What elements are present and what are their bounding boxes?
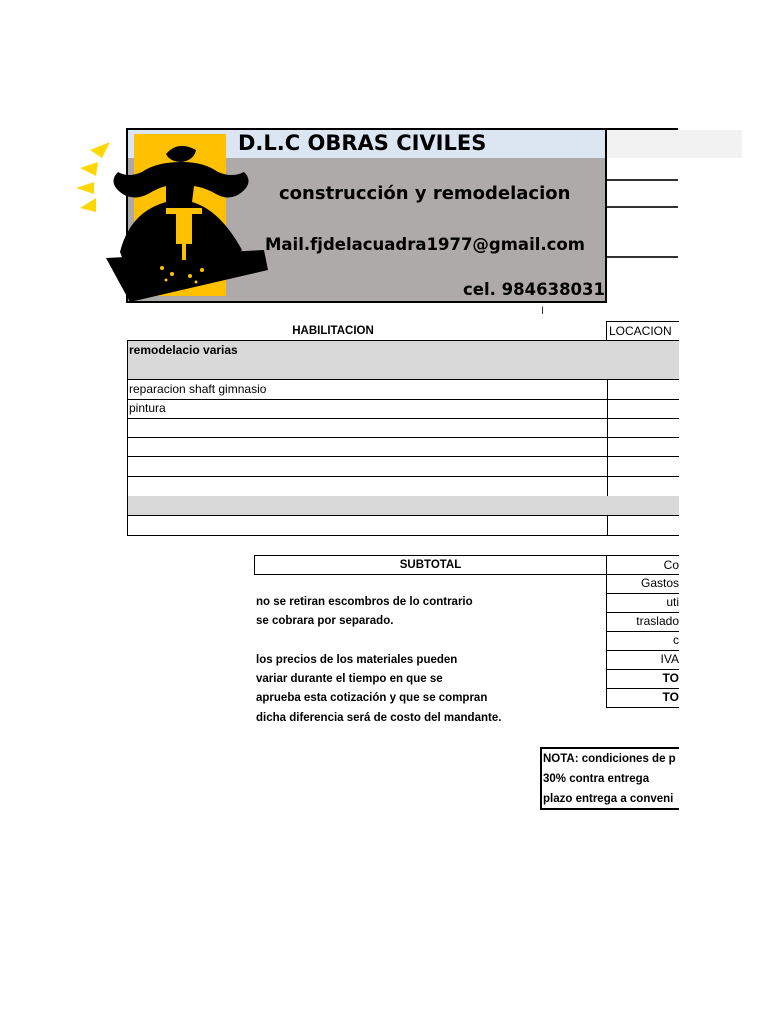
note-line: se cobrara por separado. (256, 615, 394, 627)
shaded-separator-row (127, 496, 679, 516)
company-phone: cel. 984638031 (463, 280, 605, 299)
row-description: reparacion shaft gimnasio (129, 382, 267, 396)
subtotal-label: SUBTOTAL (254, 555, 607, 575)
table-row[interactable] (127, 476, 679, 497)
location-header: LOCACION (606, 321, 679, 341)
table-row[interactable] (127, 457, 679, 477)
company-email[interactable]: Mail.fjdelacuadra1977@gmail.com (265, 235, 585, 254)
group-title: remodelacio varias (129, 343, 238, 357)
summary-item: traslado (606, 612, 679, 632)
nota-line: NOTA: condiciones de p (543, 753, 676, 765)
summary-item: c (606, 631, 679, 651)
table-row[interactable] (127, 515, 679, 536)
header-right-line-2 (607, 206, 678, 208)
section-header: HABILITACION (292, 325, 374, 337)
row-location (607, 457, 679, 476)
table-row[interactable] (127, 399, 679, 419)
note-line: variar durante el tiempo en que se (256, 673, 443, 685)
row-description: pintura (129, 401, 166, 415)
summary-item: uti (606, 593, 679, 613)
summary-item: TO (606, 688, 679, 708)
cursor-mark: I (541, 305, 545, 317)
row-location (607, 399, 679, 418)
table-row[interactable] (127, 380, 679, 400)
company-name: D.L.C OBRAS CIVILES (238, 131, 487, 155)
note-line: los precios de los materiales pueden (256, 654, 458, 666)
row-location (607, 418, 679, 437)
table-row[interactable] (127, 437, 679, 457)
summary-item: Co (606, 555, 679, 575)
company-tagline: construcción y remodelacion (279, 183, 571, 204)
items-table (127, 379, 679, 415)
row-location (607, 380, 679, 399)
nota-line: plazo entrega a conveni (543, 793, 674, 805)
header-right-gray-box (607, 130, 742, 158)
group-title-row (127, 340, 679, 360)
table-row[interactable] (127, 418, 679, 438)
header-right-line-1 (607, 179, 678, 181)
row-location (607, 437, 679, 456)
sun-burst-icon (76, 142, 110, 212)
header-right-line-3 (607, 256, 678, 258)
shaded-row (127, 360, 679, 380)
nota-line: 30% contra entrega (543, 773, 650, 785)
nota-box (540, 747, 679, 810)
summary-item: IVA (606, 650, 679, 670)
note-line: no se retiran escombros de lo contrario (256, 596, 473, 608)
summary-item: TO (606, 669, 679, 689)
note-line: aprueba esta cotización y que se compran (256, 692, 488, 704)
summary-item: Gastos (606, 574, 679, 594)
row-location (607, 476, 679, 496)
note-line: dicha diferencia será de costo del mandante. (256, 712, 502, 724)
row-location (607, 515, 679, 535)
